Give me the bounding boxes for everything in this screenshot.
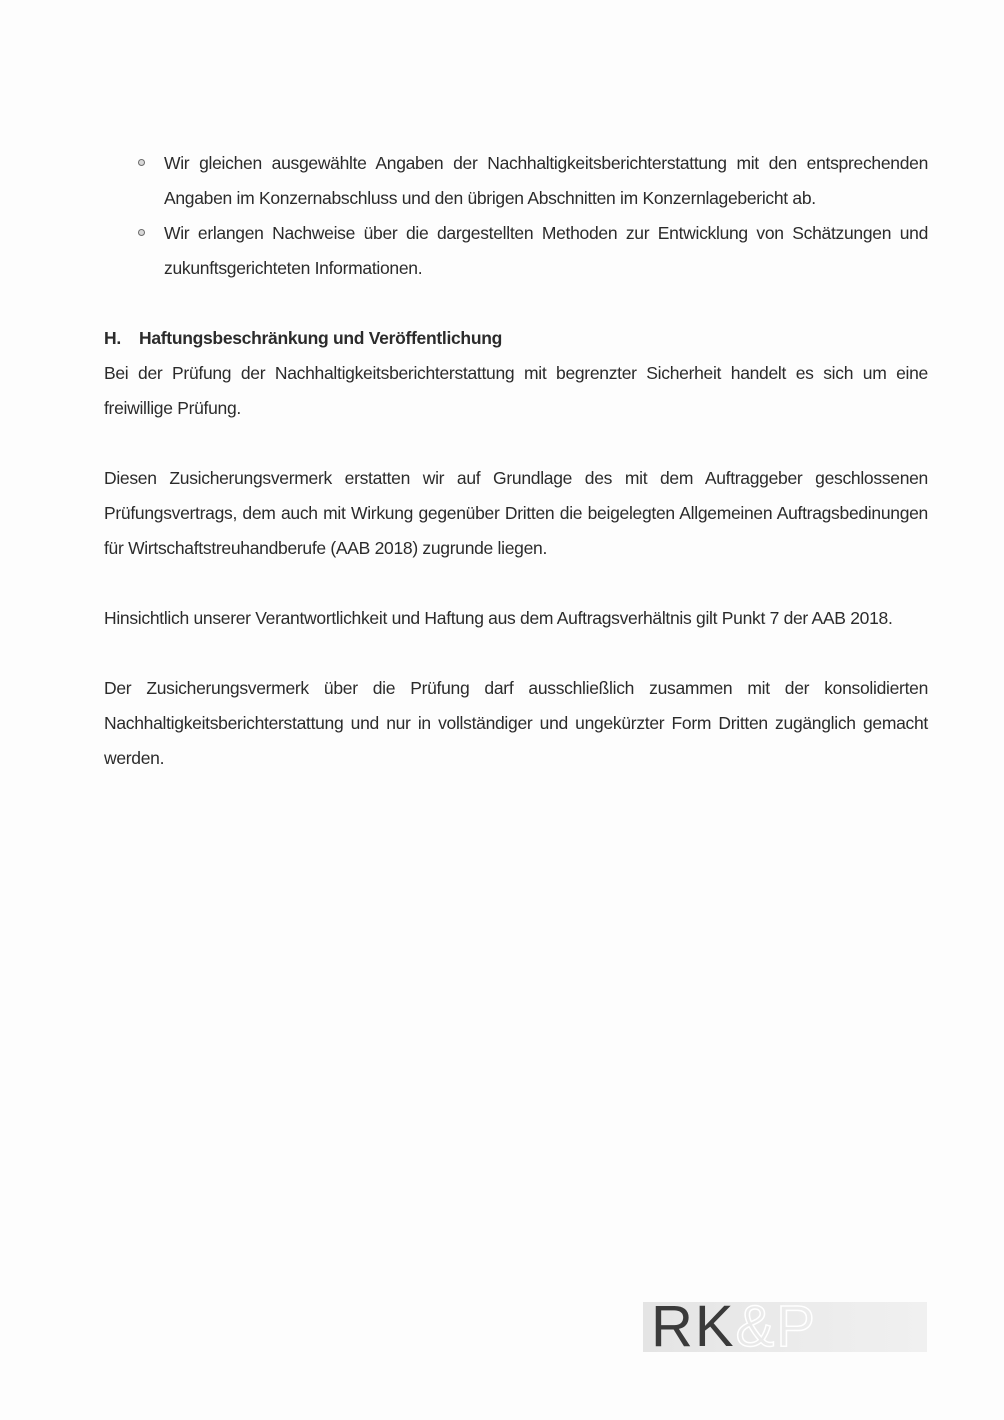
- paragraph-liability: Hinsichtlich unserer Verantwortlichkeit und Haftung aus dem Auftragsverhältnis gilt Punkt 7 der AAB 2018.: [104, 608, 893, 628]
- logo-amp-p: &P: [735, 1302, 817, 1352]
- document-body: [104, 146, 928, 776]
- paragraph-engagement-basis: Diesen Zusicherungsvermerk erstatten wir auf Grundlage des mit dem Auftraggeber geschlossenen Prüfungsvertrags, dem auch mit Wirkung gegenüber Dritten die beigelegten Allgemeinen Auftragsbedinungen für Wirtschaftstreuhandberufe (AAB 2018) zugrunde liegen.: [104, 468, 928, 558]
- section-title: Haftungsbeschränkung und Veröffentlichung: [139, 328, 502, 348]
- paragraph-publication: Der Zusicherungsvermerk über die Prüfung darf ausschließlich zusammen mit der konsolidierten Nachhaltigkeitsberichterstattung und nur in vollständiger und ungekürzter Form Dritten zugänglich gemacht werden.: [104, 678, 928, 768]
- list-item: [104, 146, 928, 216]
- bullet-icon: [138, 229, 145, 236]
- list-item: [104, 216, 928, 286]
- logo-text: [651, 1302, 817, 1352]
- bullet-text: Wir gleichen ausgewählte Angaben der Nachhaltigkeitsberichterstattung mit den entsprechenden Angaben im Konzernabschluss und den übrigen Abschnitten im Konzernlagebericht ab.: [164, 153, 928, 208]
- logo-rk: RK: [651, 1302, 736, 1352]
- bullet-list: [104, 146, 928, 286]
- section-h: [104, 321, 928, 776]
- section-heading: [104, 321, 928, 356]
- bullet-icon: [138, 159, 145, 166]
- section-letter: H.: [104, 328, 121, 348]
- rkp-logo: [643, 1302, 927, 1352]
- paragraph-voluntary-audit: Bei der Prüfung der Nachhaltigkeitsberichterstattung mit begrenzter Sicherheit handelt es sich um eine freiwillige Prüfung.: [104, 363, 928, 418]
- bullet-text: Wir erlangen Nachweise über die dargestellten Methoden zur Entwicklung von Schätzungen und zukunftsgerichteten Informationen.: [164, 223, 928, 278]
